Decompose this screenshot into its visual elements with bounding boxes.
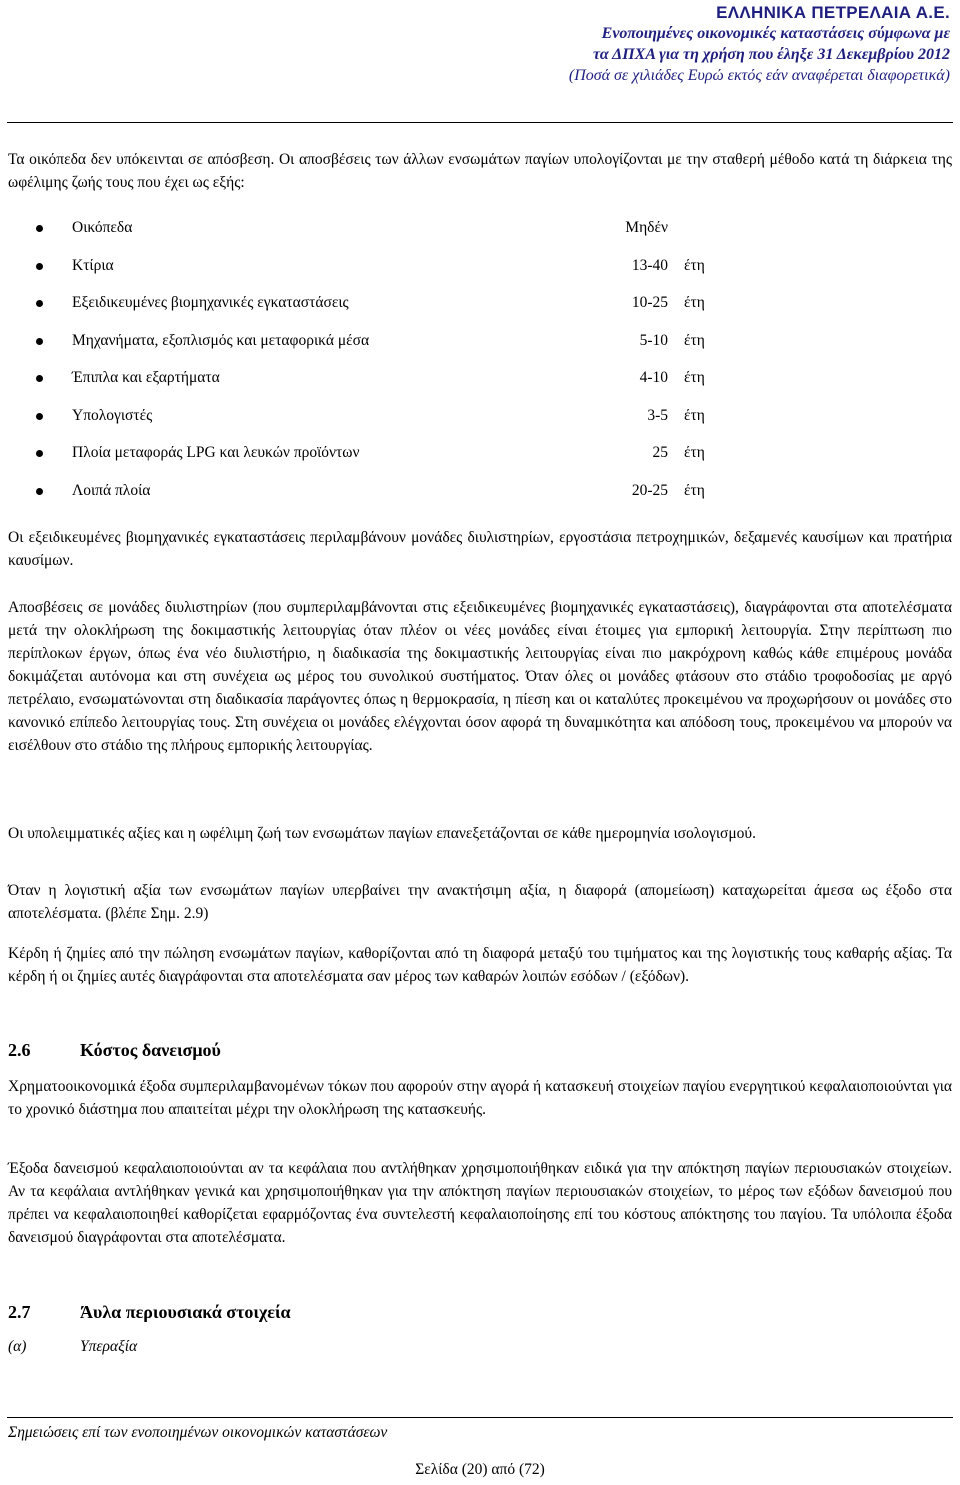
footer-note: Σημειώσεις επί των ενοποιημένων οικονομικών καταστάσεων xyxy=(8,1424,388,1441)
asset-label: Οικόπεδα xyxy=(72,219,133,236)
life-range: 25 xyxy=(652,444,668,461)
paragraph-refinery-depreciation: Αποσβέσεις σε μονάδες διυλιστηρίων (που συμπεριλαμβάνονται στις εξειδικευμένες βιομηχανικές εγκαταστάσεις), διαγράφονται στα αποτελέσματα μετά την ολοκλήρωση της δοκιμαστικής λειτουργίας όταν πλέον οι νέες μονάδες είναι έτοιμες για εμπορική λειτουργία. Στην περίπτωση πιο περίπλοκων έργων, όπως ένα νέο διυλιστήριο, η διαδικασία της δοκιμαστικής λειτουργίας είναι πιο μακρόχρονη καθώς κάθε επιμέρους μονάδα δοκιμάζεται αυτόνομα και στη συνέχεια ως μέρος του συνολικού συστήματος. Όταν όλες οι μονάδες φτάσουν στο στάδιο τροφοδοσίας με αργό πετρέλαιο, ενσωματώνονται στη διαδικασία παράγοντες όπως η θερμοκρασία, η πίεση και οι καταλύτες προκειμένου να προχωρήσουν οι μονάδες στο κανονικό επίπεδο λειτουργίας τους. Στη συνέχεια οι μονάδες ελέγχονται όσον αφορά τη δυναμικότητα και απόδοση τους, προκειμένου να μπορούν να εισέλθουν στο στάδιο της πλήρους εμπορικής λειτουργίας. xyxy=(8,599,952,754)
life-unit: έτη xyxy=(684,406,705,424)
life-range: 10-25 xyxy=(631,294,668,311)
list-item xyxy=(0,444,760,482)
list-item xyxy=(0,407,760,445)
paragraph-disposal-gains: Κέρδη ή ζημίες από την πώληση ενσωμάτων παγίων, καθορίζονται από τη διαφορά μεταξύ του τιμήματος και της λογιστικής τους καθαρής αξίας. Τα κέρδη ή οι ζημίες αυτές διαγράφονται στα αποτελέσματα σαν μέρος των καθαρών λοιπών εσόδων / (εξόδων). xyxy=(8,945,952,985)
life-range: 13-40 xyxy=(631,256,668,274)
paragraph-borrowing-costs: Χρηματοοικονομικά έξοδα συμπεριλαμβανομένων τόκων που αφορούν στην αγορά ή κατασκευή στοιχείων παγίου ενεργητικού κεφαλαιοποιούνται για το χρονικό διάστημα που απαιτείται μέχρι την ολοκλήρωση της κατασκευής. xyxy=(8,1078,952,1118)
list-item xyxy=(0,294,760,332)
bullet-icon xyxy=(36,450,43,457)
company-name: ΕΛΛΗΝΙΚΑ ΠΕΤΡΕΛΑΙΑ Α.Ε. xyxy=(716,3,950,22)
life-unit: έτη xyxy=(684,331,705,349)
section-title: Άυλα περιουσιακά στοιχεία xyxy=(80,1302,291,1322)
life-unit: έτη xyxy=(684,369,705,386)
paragraph-impairment: Όταν η λογιστική αξία των ενσωμάτων παγίων υπερβαίνει την ανακτήσιμη αξία, η διαφορά (απομείωση) καταχωρείται άμεσα ως έξοδο στα αποτελέσματα. (βλέπε Σημ. 2.9) xyxy=(8,882,952,922)
useful-life-list xyxy=(0,219,760,519)
bullet-icon xyxy=(36,225,43,232)
life-range: 20-25 xyxy=(631,481,668,499)
life-unit: έτη xyxy=(684,294,705,311)
life-unit: έτη xyxy=(684,444,705,461)
header-line-2: τα ΔΠΧΑ για τη χρήση που έληξε 31 Δεκεμβρίου 2012 xyxy=(593,46,950,63)
asset-label: Λοιπά πλοία xyxy=(72,481,151,499)
section-heading-2-6 xyxy=(8,1040,221,1061)
section-heading-2-7 xyxy=(8,1302,291,1323)
header-divider xyxy=(7,122,953,123)
list-item xyxy=(0,482,760,520)
asset-label: Εξειδικευμένες βιομηχανικές εγκαταστάσεις xyxy=(72,294,349,311)
life-unit: έτη xyxy=(684,256,705,274)
bullet-icon xyxy=(36,338,43,345)
life-unit: έτη xyxy=(684,481,705,499)
bullet-icon xyxy=(36,413,43,420)
list-item xyxy=(0,332,760,370)
list-item xyxy=(0,257,760,295)
asset-label: Μηχανήματα, εξοπλισμός και μεταφορικά μέσα xyxy=(72,331,370,349)
section-number: 2.6 xyxy=(8,1040,31,1060)
asset-label: Πλοία μεταφοράς LPG και λευκών προϊόντων xyxy=(72,444,360,461)
header-currency-note: (Ποσά σε χιλιάδες Ευρώ εκτός εάν αναφέρεται διαφορετικά) xyxy=(568,67,950,84)
life-range: 3-5 xyxy=(647,406,668,424)
subsection-title: Υπεραξία xyxy=(80,1338,138,1355)
paragraph-residual-values: Οι υπολειμματικές αξίες και η ωφέλιμη ζωή των ενσωμάτων παγίων επανεξετάζονται σε κάθε ημερομηνία ισολογισμού. xyxy=(8,825,756,842)
subsection-number: (α) xyxy=(8,1338,27,1355)
paragraph-capitalized-borrowing: Έξοδα δανεισμού κεφαλαιοποιούνται αν τα κεφάλαια που αντλήθηκαν χρησιμοποιήθηκαν ειδικά για την απόκτηση παγίων περιουσιακών στοιχείων. Αν τα κεφάλαια αντλήθηκαν γενικά και χρησιμοποιήθηκαν για την απόκτηση παγίων περιουσιακών στοιχείων, το μέρος των εξόδων δανεισμού που πρέπει να κεφαλαιοποιηθεί καθορίζεται εφαρμόζοντας ένα συντελεστή κεφαλαιοποίησης επί του κόστους απόκτησης του παγίου. Τα υπόλοιπα έξοδα δανεισμού διαγράφονται στα αποτελέσματα. xyxy=(8,1160,952,1246)
page-number: Σελίδα (20) από (72) xyxy=(415,1461,545,1478)
document-header xyxy=(569,2,950,86)
life-range: 4-10 xyxy=(639,369,668,386)
asset-label: Υπολογιστές xyxy=(72,406,153,424)
bullet-icon xyxy=(36,300,43,307)
list-item xyxy=(0,369,760,407)
asset-label: Έπιπλα και εξαρτήματα xyxy=(72,369,220,386)
header-line-1: Ενοποιημένες οικονομικές καταστάσεις σύμφωνα με xyxy=(601,25,950,42)
section-number: 2.7 xyxy=(8,1302,31,1322)
intro-paragraph: Τα οικόπεδα δεν υπόκεινται σε απόσβεση. Οι αποσβέσεις των άλλων ενσωμάτων παγίων υπολογίζονται με την σταθερή μέθοδο κατά τη διάρκεια της ωφέλιμης ζωής τους που έχει ως εξής: xyxy=(8,151,952,191)
paragraph-specialized-installations: Οι εξειδικευμένες βιομηχανικές εγκαταστάσεις περιλαμβάνουν μονάδες διυλιστηρίων, εργοστάσια πετροχημικών, δεξαμενές καυσίμων και πρατήρια καυσίμων. xyxy=(8,529,952,569)
bullet-icon xyxy=(36,488,43,495)
footer-divider xyxy=(7,1417,953,1418)
life-range: Μηδέν xyxy=(625,219,668,236)
bullet-icon xyxy=(36,375,43,382)
bullet-icon xyxy=(36,263,43,270)
subsection-goodwill xyxy=(8,1338,137,1356)
section-title: Κόστος δανεισμού xyxy=(80,1040,221,1060)
asset-label: Κτίρια xyxy=(72,256,114,274)
life-range: 5-10 xyxy=(639,331,668,349)
list-item xyxy=(0,219,760,257)
